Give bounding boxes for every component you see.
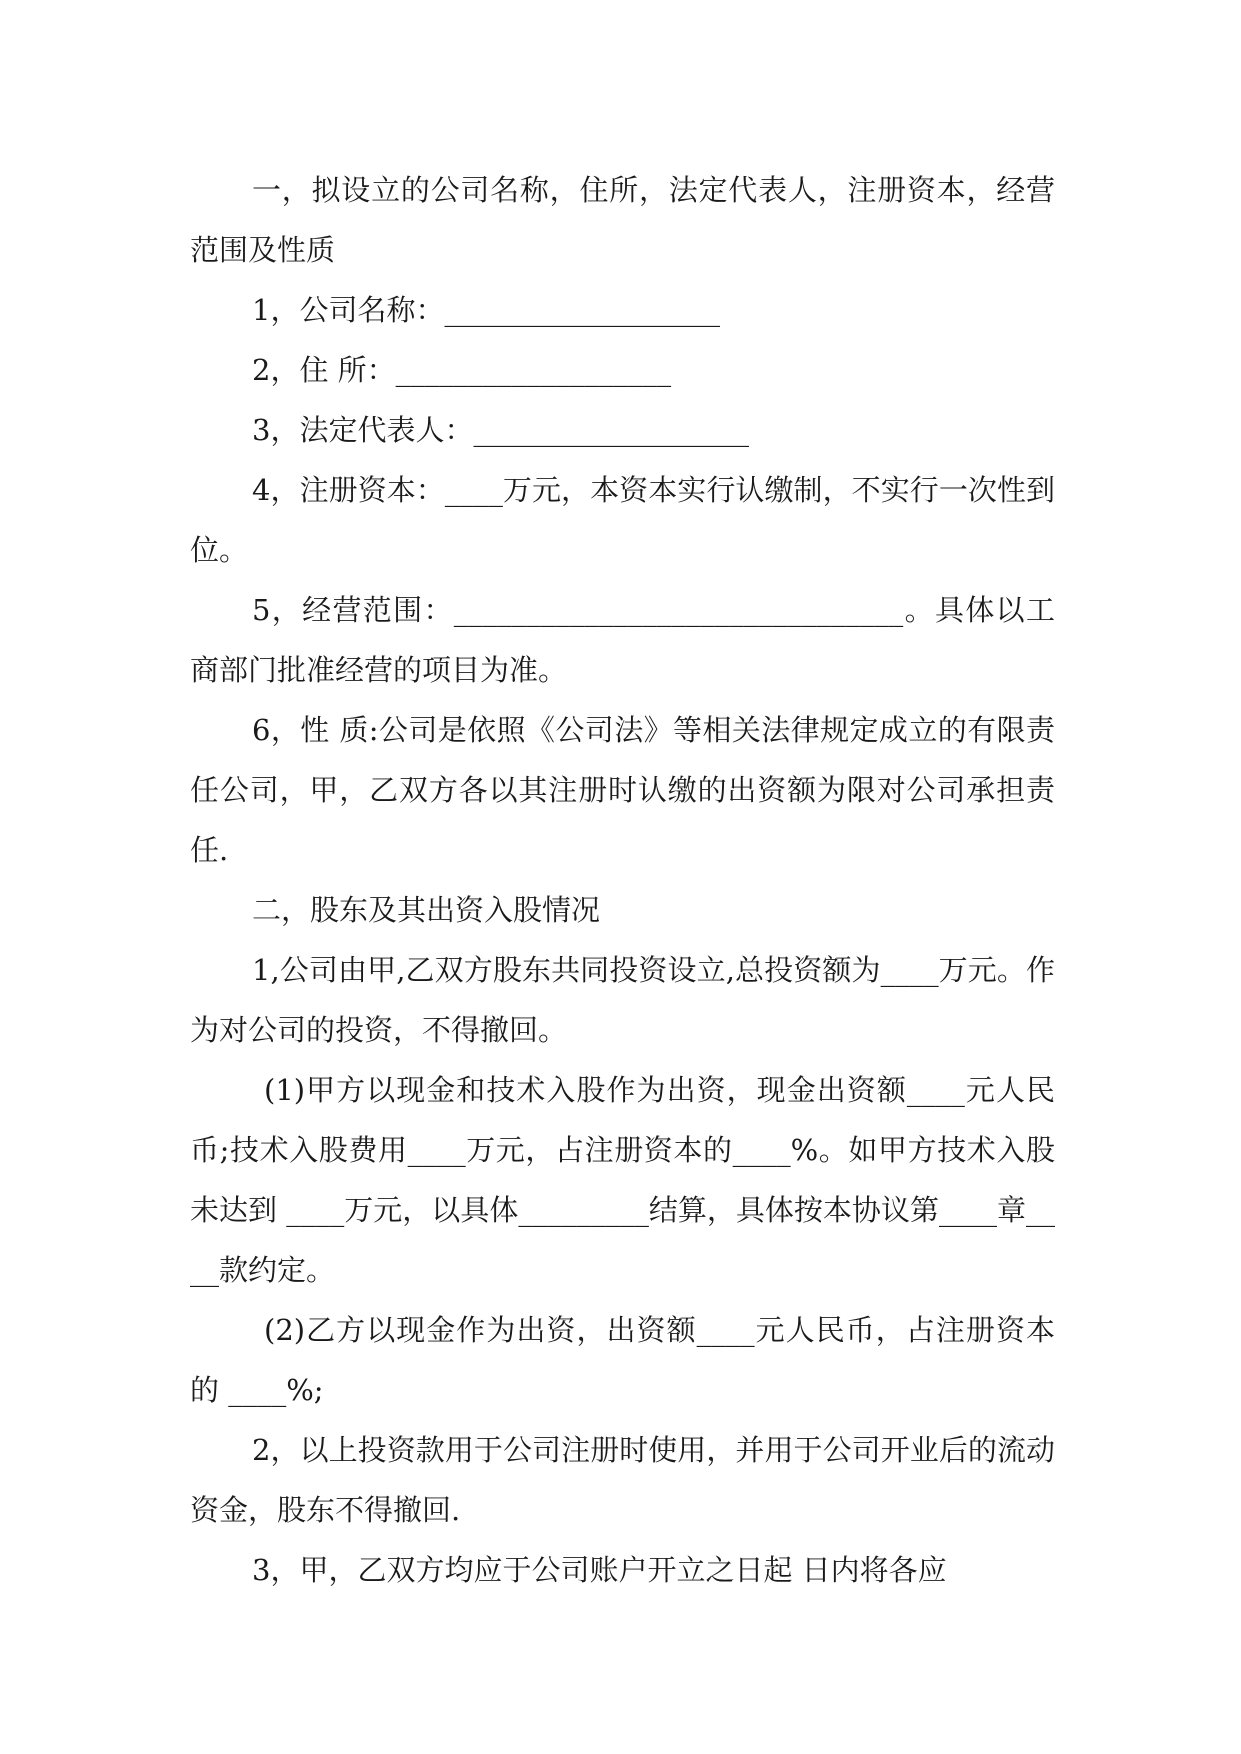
clause-company-nature: 6，性 质:公司是依照《公司法》等相关法律规定成立的有限责任公司，甲，乙双方各以其注册时认缴的出资额为限对公司承担责任. [190, 713, 1055, 867]
clause-total-investment: 1,公司由甲,乙双方股东共同投资设立,总投资额为____万元。作为对公司的投资，不得撤回。 [190, 953, 1055, 1047]
clause-address: 2，住 所：___________________ [252, 353, 672, 387]
clause-investment-usage: 2，以上投资款用于公司注册时使用，并用于公司开业后的流动资金，股东不得撤回. [190, 1433, 1055, 1527]
clause-payment-deadline: 3，甲，乙双方均应于公司账户开立之日起 日内将各应 [252, 1553, 947, 1587]
document-body [190, 160, 1055, 1600]
section-heading-company-info: 一，拟设立的公司名称，住所，法定代表人，注册资本，经营范围及性质 [190, 173, 1055, 267]
clause-party-a-contribution: (1)甲方以现金和技术入股作为出资，现金出资额____元人民币;技术入股费用____万元，占注册资本的____%。如甲方技术入股未达到 ____万元，以具体_________结算，具体按本协议第____章____款约定。 [190, 1073, 1055, 1287]
clause-company-name: 1，公司名称：___________________ [252, 293, 720, 327]
clause-registered-capital: 4，注册资本：____万元，本资本实行认缴制，不实行一次性到位。 [190, 473, 1055, 567]
clause-business-scope: 5，经营范围：_______________________________。具体以工商部门批准经营的项目为准。 [190, 593, 1055, 687]
section-heading-shareholders: 二，股东及其出资入股情况 [252, 893, 601, 927]
clause-legal-representative: 3，法定代表人：___________________ [252, 413, 749, 447]
clause-party-b-contribution: (2)乙方以现金作为出资，出资额____元人民币，占注册资本的 ____%; [190, 1313, 1055, 1407]
